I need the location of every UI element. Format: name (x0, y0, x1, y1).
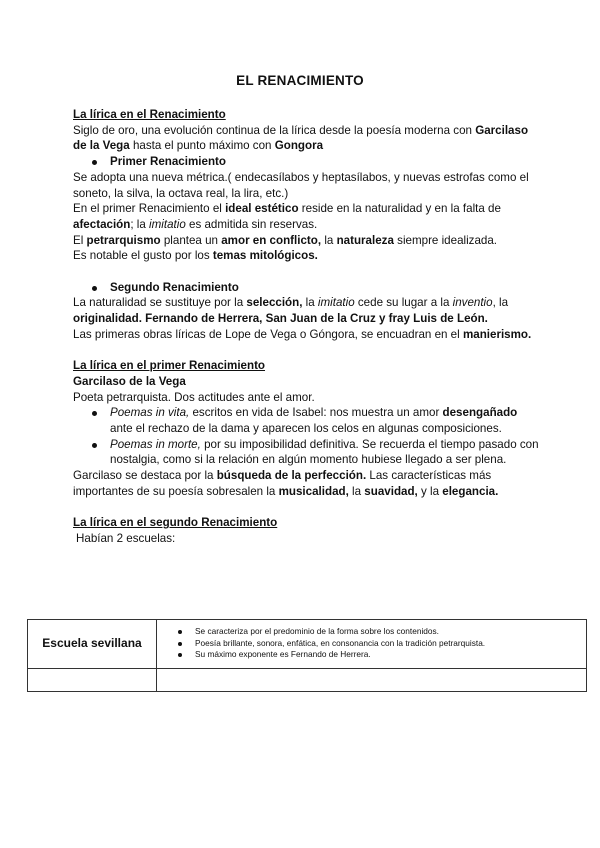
primer-renacimiento-list (73, 154, 543, 170)
empty-cell (28, 669, 157, 692)
section-heading-primer-renacimiento: La lírica en el primer Renacimiento (73, 359, 266, 373)
table-row (28, 669, 587, 692)
primer-metrica-paragraph: Se adopta una nueva métrica.( endecasílabos y heptasílabos, y nuevas estrofas como el soneto, la silva, la octava real, la lira, etc.) (73, 170, 529, 200)
garcilaso-subheading: Garcilaso de la Vega (73, 374, 186, 388)
segundo-renacimiento-list (73, 280, 543, 296)
document-title: EL RENACIMIENTO (236, 73, 364, 88)
segundo-renacimiento-label: Segundo Renacimiento (73, 280, 543, 296)
primer-ideal-paragraph: En el primer Renacimiento el ideal estético reside en la naturalidad y en la falta de afectación; la imitatio es admitida sin reservas. (73, 202, 501, 231)
table-row (28, 620, 587, 669)
escuelas-intro: Habían 2 escuelas: (76, 531, 176, 545)
document-body (73, 107, 543, 547)
section1-intro: Siglo de oro, una evolución continua de la lírica desde la poesía moderna con Garcilaso de la Vega hasta el punto máximo con Gongora (73, 123, 529, 153)
list-item: Poesía brillante, sonora, enfática, en consonancia con la tradición petrarquista. (157, 638, 582, 650)
section-heading-lirica-renacimiento: La lírica en el Renacimiento (73, 108, 226, 121)
school-description-cell (157, 620, 587, 669)
schools-table (27, 619, 587, 692)
school-name-cell: Escuela sevillana (28, 620, 157, 669)
garcilaso-poems-list (73, 405, 543, 468)
list-item: Se caracteriza por el predominio de la forma sobre los contenidos. (157, 626, 582, 638)
list-item: Poemas in vita, escritos en vida de Isabel: nos muestra un amor desengañado ante el rechazo de la dama y aparecen los celos en algunas composiciones. (73, 405, 543, 436)
primer-petrarquismo-paragraph: El petrarquismo plantea un amor en conflicto, la naturaleza siempre idealizada. (73, 233, 498, 247)
segundo-manierismo-paragraph: Las primeras obras líricas de Lope de Vega o Góngora, se encuadran en el manierismo. (73, 327, 532, 341)
section-heading-segundo-renacimiento: La lírica en el segundo Renacimiento (73, 516, 278, 530)
garcilaso-intro: Poeta petrarquista. Dos actitudes ante el amor. (73, 390, 315, 404)
list-item: Poemas in morte, por su imposibilidad definitiva. Se recuerda el tiempo pasado con nostalgia, como si la relación en algún momento hubiese llegado a ser plena. (73, 437, 543, 468)
empty-cell (157, 669, 587, 692)
primer-mitologicos-paragraph: Es notable el gusto por los temas mitológicos. (73, 249, 318, 263)
segundo-seleccion-paragraph: La naturalidad se sustituye por la selección, la imitatio cede su lugar a la inventio, la originalidad. Fernando de Herrera, San Juan de la Cruz y fray Luis de León. (73, 296, 509, 326)
garcilaso-closing-paragraph: Garcilaso se destaca por la búsqueda de la perfección. Las características más importantes de su poesía sobresalen la musicalidad, la suavidad, y la elegancia. (73, 469, 499, 498)
list-item: Su máximo exponente es Fernando de Herrera. (157, 649, 582, 661)
school-points-list (157, 626, 582, 661)
primer-renacimiento-label: Primer Renacimiento (73, 154, 543, 170)
